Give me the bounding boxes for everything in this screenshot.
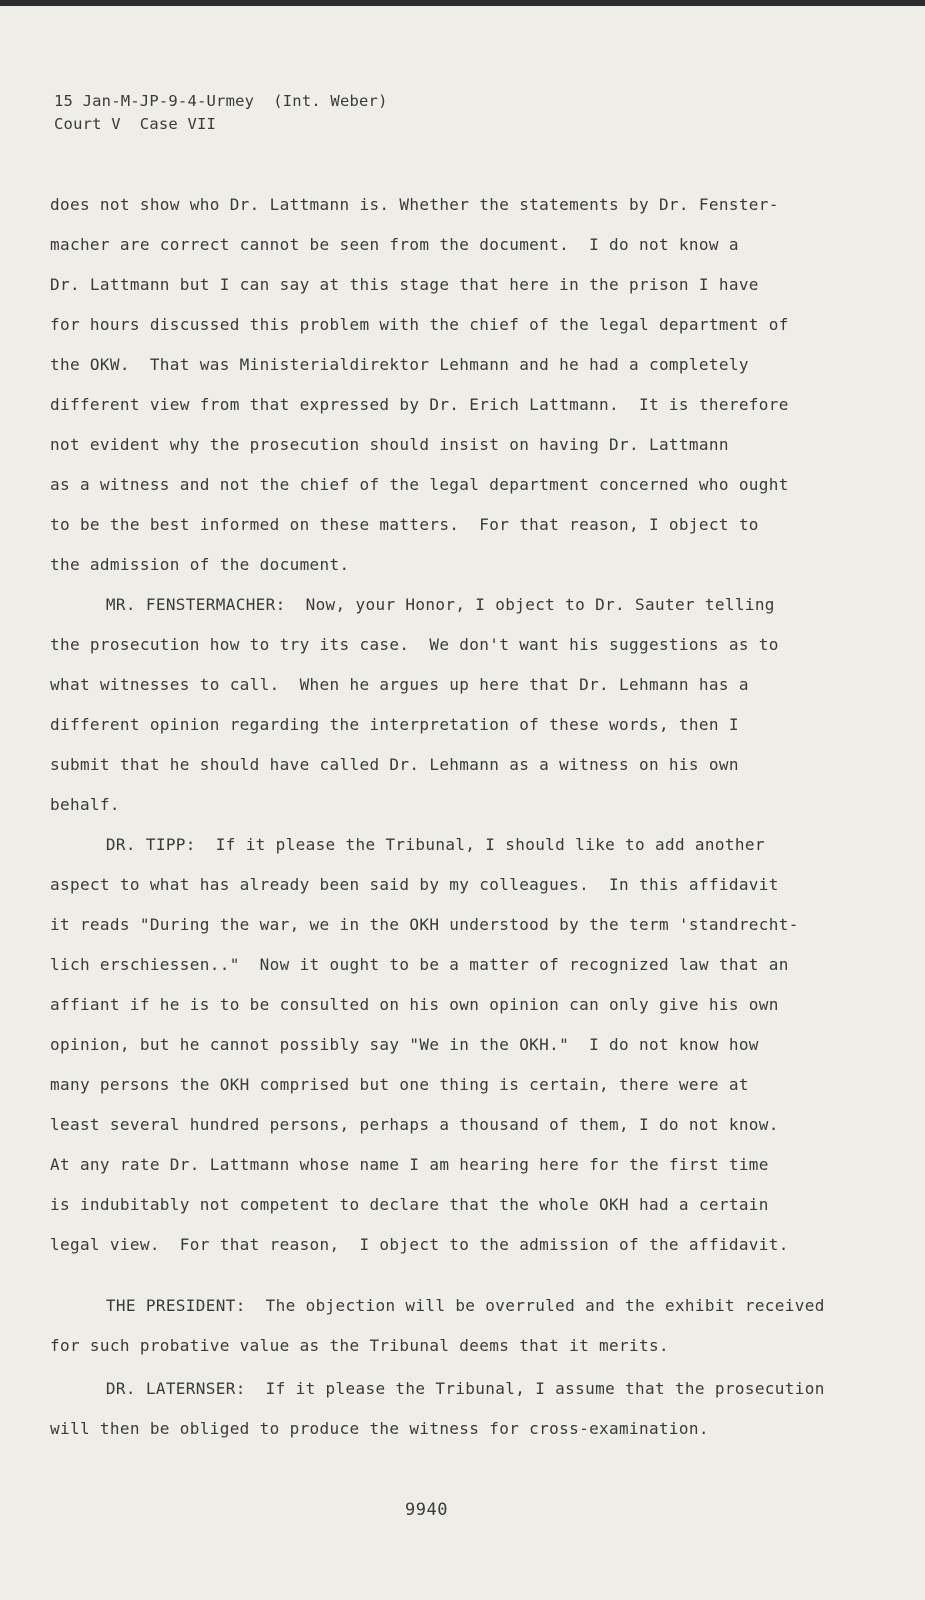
transcript-line: lich erschiessen.." Now it ought to be a matter of recognized law that an [50, 955, 789, 974]
transcript-line: not evident why the prosecution should insist on having Dr. Lattmann [50, 435, 729, 454]
transcript-line: what witnesses to call. When he argues up here that Dr. Lehmann has a [50, 675, 749, 694]
transcript-line: aspect to what has already been said by my colleagues. In this affidavit [50, 875, 779, 894]
transcript-line: different opinion regarding the interpretation of these words, then I [50, 715, 739, 734]
transcript-line: legal view. For that reason, I object to the admission of the affidavit. [50, 1235, 789, 1254]
transcript-line: the admission of the document. [50, 555, 350, 574]
transcript-line: DR. TIPP: If it please the Tribunal, I should like to add another [66, 835, 765, 854]
transcript-line: different view from that expressed by Dr. Erich Lattmann. It is therefore [50, 395, 789, 414]
transcript-line: opinion, but he cannot possibly say "We in the OKH." I do not know how [50, 1035, 759, 1054]
transcript-line: submit that he should have called Dr. Lehmann as a witness on his own [50, 755, 739, 774]
transcript-line: is indubitably not competent to declare that the whole OKH had a certain [50, 1195, 769, 1214]
transcript-line: Dr. Lattmann but I can say at this stage that here in the prison I have [50, 275, 759, 294]
transcript-line: At any rate Dr. Lattmann whose name I am hearing here for the first time [50, 1155, 769, 1174]
page-top-edge [0, 0, 925, 6]
transcript-line: the OKW. That was Ministerialdirektor Lehmann and he had a completely [50, 355, 749, 374]
header-line-1: 15 Jan-M-JP-9-4-Urmey (Int. Weber) [54, 92, 388, 110]
transcript-line: does not show who Dr. Lattmann is. Whether the statements by Dr. Fenster- [50, 195, 779, 214]
header-line-2: Court V Case VII [54, 115, 217, 133]
transcript-line: for hours discussed this problem with the chief of the legal department of [50, 315, 789, 334]
transcript-line: MR. FENSTERMACHER: Now, your Honor, I object to Dr. Sauter telling [66, 595, 775, 614]
transcript-line: many persons the OKH comprised but one thing is certain, there were at [50, 1075, 749, 1094]
transcript-line: the prosecution how to try its case. We don't want his suggestions as to [50, 635, 779, 654]
transcript-line: least several hundred persons, perhaps a thousand of them, I do not know. [50, 1115, 779, 1134]
transcript-line: macher are correct cannot be seen from the document. I do not know a [50, 235, 739, 254]
page-number: 9940 [405, 1500, 448, 1520]
transcript-line: THE PRESIDENT: The objection will be overruled and the exhibit received [66, 1296, 825, 1315]
transcript-line: it reads "During the war, we in the OKH understood by the term 'standrecht- [50, 915, 799, 934]
transcript-line: to be the best informed on these matters. For that reason, I object to [50, 515, 759, 534]
transcript-line: as a witness and not the chief of the legal department concerned who ought [50, 475, 789, 494]
transcript-line: behalf. [50, 795, 120, 814]
transcript-line: DR. LATERNSER: If it please the Tribunal, I assume that the prosecution [66, 1379, 825, 1398]
transcript-line: will then be obliged to produce the witness for cross-examination. [50, 1419, 709, 1438]
document-header [54, 90, 388, 136]
transcript-line: affiant if he is to be consulted on his own opinion can only give his own [50, 995, 779, 1014]
transcript-line: for such probative value as the Tribunal deems that it merits. [50, 1336, 669, 1355]
